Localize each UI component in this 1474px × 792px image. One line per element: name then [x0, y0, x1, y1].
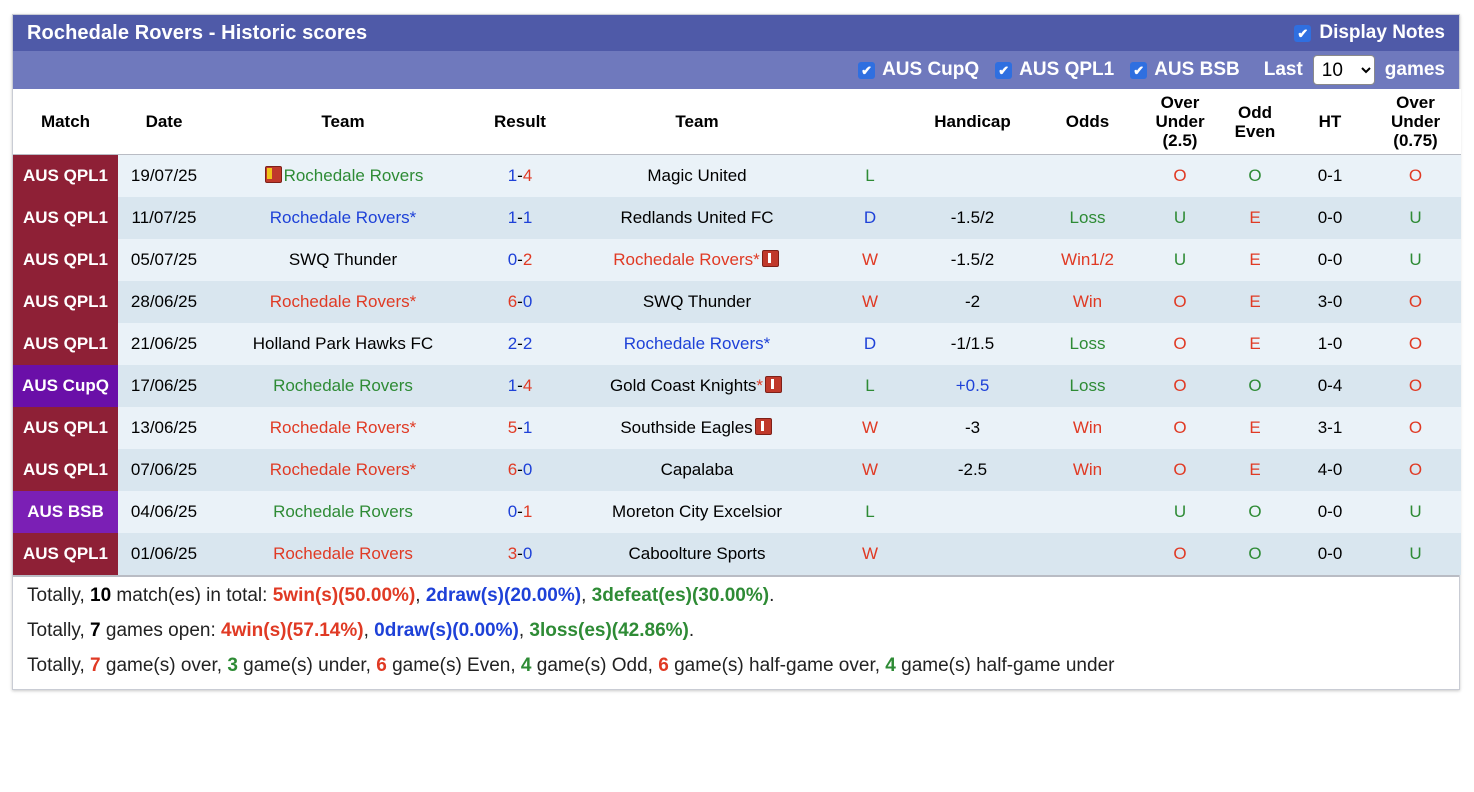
league-badge[interactable]: AUS QPL1 [13, 449, 118, 491]
odds-result: Win1/2 [1035, 239, 1140, 281]
away-team[interactable] [564, 197, 830, 239]
away-team[interactable] [564, 155, 830, 197]
half-time-score: 1-0 [1290, 323, 1370, 365]
handicap-value: +0.5 [910, 365, 1035, 407]
odd-even-value: O [1220, 533, 1290, 575]
win-draw-loss: L [830, 155, 910, 197]
half-time-score: 3-0 [1290, 281, 1370, 323]
league-badge[interactable]: AUS QPL1 [13, 407, 118, 449]
page-title: Rochedale Rovers - Historic scores [27, 21, 368, 44]
away-team-name: Caboolture Sports [628, 543, 766, 563]
away-team[interactable] [564, 407, 830, 449]
half-time-score: 0-1 [1290, 155, 1370, 197]
over-under-075-value: O [1370, 449, 1461, 491]
over-under-075-value: O [1370, 407, 1461, 449]
result-score: 1-1 [476, 197, 564, 239]
match-date: 07/06/25 [118, 449, 210, 491]
home-team-name: Rochedale Rovers [269, 207, 410, 227]
home-team-star: * [409, 207, 417, 227]
away-team[interactable] [564, 239, 830, 281]
over-under-25-value: U [1140, 239, 1220, 281]
filter-aus-qpl1-checkbox[interactable]: ✔ [995, 62, 1012, 79]
win-draw-loss: W [830, 281, 910, 323]
filter-aus-cupq-label: AUS CupQ [882, 59, 980, 80]
result-score: 1-4 [476, 155, 564, 197]
odd-even-value: E [1220, 197, 1290, 239]
away-team-name: Redlands United FC [620, 207, 774, 227]
summary-open-wins-pct: win(s)(57.14%) [231, 619, 364, 641]
over-under-25-value: O [1140, 407, 1220, 449]
odd-even-value: E [1220, 449, 1290, 491]
over-under-075-value: U [1370, 491, 1461, 533]
handicap-value [910, 155, 1035, 197]
league-filter-bar [13, 51, 1459, 89]
result-score: 2-2 [476, 323, 564, 365]
over-under-25-value: O [1140, 365, 1220, 407]
match-date: 05/07/25 [118, 239, 210, 281]
over-under-075-value: U [1370, 197, 1461, 239]
filter-aus-qpl1[interactable] [995, 59, 1114, 81]
col-over-under-075[interactable]: Over Under (0.75) [1370, 89, 1461, 155]
summary-odd: 4 [520, 654, 532, 676]
away-team-star: * [763, 333, 771, 353]
filter-aus-cupq[interactable] [858, 59, 979, 81]
half-time-score: 0-0 [1290, 197, 1370, 239]
col-handicap[interactable]: Handicap [910, 89, 1035, 155]
odd-even-value: E [1220, 407, 1290, 449]
home-team-name: SWQ Thunder [288, 249, 398, 269]
summary-draws-pct: draw(s)(20.00%) [436, 584, 582, 606]
away-team-name: SWQ Thunder [642, 291, 752, 311]
col-odds[interactable]: Odds [1035, 89, 1140, 155]
matches-table [13, 89, 1461, 575]
summary-section [13, 575, 1459, 689]
home-team-name: Rochedale Rovers [273, 543, 413, 563]
win-draw-loss: W [830, 449, 910, 491]
home-team[interactable] [210, 533, 476, 575]
handicap-value [910, 533, 1035, 575]
filter-aus-bsb-checkbox[interactable]: ✔ [1130, 62, 1147, 79]
odds-result: Loss [1035, 197, 1140, 239]
over-under-25-value: O [1140, 281, 1220, 323]
over-under-25-value: U [1140, 491, 1220, 533]
match-date: 21/06/25 [118, 323, 210, 365]
col-odd-even[interactable]: Odd Even [1220, 89, 1290, 155]
league-badge[interactable]: AUS QPL1 [13, 197, 118, 239]
odd-even-value: E [1220, 323, 1290, 365]
display-notes-toggle[interactable] [1294, 22, 1445, 44]
win-draw-loss: D [830, 197, 910, 239]
handicap-value: -1.5/2 [910, 197, 1035, 239]
league-badge[interactable]: AUS QPL1 [13, 155, 118, 197]
red-card-icon [765, 376, 782, 393]
home-team[interactable] [210, 323, 476, 365]
handicap-value: -2.5 [910, 449, 1035, 491]
handicap-value [910, 491, 1035, 533]
over-under-075-value: O [1370, 323, 1461, 365]
win-draw-loss: W [830, 407, 910, 449]
result-score: 0-2 [476, 239, 564, 281]
away-team[interactable] [564, 533, 830, 575]
summary-even: 6 [376, 654, 387, 676]
filter-aus-qpl1-label: AUS QPL1 [1019, 59, 1115, 80]
odd-even-value: O [1220, 155, 1290, 197]
match-date: 28/06/25 [118, 281, 210, 323]
over-under-075-value: O [1370, 281, 1461, 323]
summary-open-draws: 0 [374, 619, 385, 641]
summary-wins-pct: win(s)(50.00%) [283, 584, 416, 606]
away-team-name: Southside Eagles [620, 417, 753, 437]
over-under-25-value: U [1140, 197, 1220, 239]
win-draw-loss: L [830, 491, 910, 533]
over-under-25-value: O [1140, 449, 1220, 491]
home-team[interactable] [210, 491, 476, 533]
table-row[interactable] [13, 449, 1461, 491]
summary-half-over: 6 [658, 654, 669, 676]
league-badge[interactable]: AUS BSB [13, 491, 118, 533]
table-row[interactable] [13, 155, 1461, 197]
league-badge[interactable]: AUS QPL1 [13, 323, 118, 365]
home-team-star: * [409, 417, 417, 437]
odd-even-value: E [1220, 239, 1290, 281]
win-draw-loss: W [830, 239, 910, 281]
win-draw-loss: W [830, 533, 910, 575]
match-date: 17/06/25 [118, 365, 210, 407]
col-date[interactable]: Date [118, 89, 210, 155]
summary-line-2: Totally, 7 games open: 4win(s)(57.14%), 0draw(s)(0.00%), 3loss(es)(42.86%). [27, 619, 695, 641]
home-team-name: Rochedale Rovers [283, 165, 424, 185]
red-card-icon [755, 418, 772, 435]
odd-even-value: O [1220, 491, 1290, 533]
summary-half-under: 4 [885, 654, 896, 676]
away-team-name: Magic United [647, 165, 747, 185]
handicap-value: -2 [910, 281, 1035, 323]
col-home-team[interactable]: Team [210, 89, 476, 155]
odds-result [1035, 491, 1140, 533]
away-team-name: Rochedale Rovers [613, 249, 754, 269]
handicap-value: -3 [910, 407, 1035, 449]
filter-aus-cupq-checkbox[interactable]: ✔ [858, 62, 875, 79]
away-team-star: * [756, 375, 764, 395]
odd-even-value: E [1220, 281, 1290, 323]
table-row[interactable] [13, 239, 1461, 281]
col-away-team[interactable]: Team [564, 89, 830, 155]
summary-total-matches: 10 [90, 584, 112, 606]
away-team[interactable] [564, 491, 830, 533]
col-result[interactable]: Result [476, 89, 564, 155]
summary-line-3: Totally, 7 game(s) over, 3 game(s) under, 6 game(s) Even, 4 game(s) Odd, 6 game(s) half-game over, 4 game(s) half-game under [27, 654, 1115, 676]
home-team-name: Rochedale Rovers [269, 291, 410, 311]
home-team-name: Rochedale Rovers [269, 459, 410, 479]
filter-aus-bsb[interactable] [1130, 59, 1240, 81]
table-row[interactable] [13, 281, 1461, 323]
summary-defeats: 3 [591, 584, 603, 606]
home-team-name: Holland Park Hawks FC [252, 333, 434, 353]
result-score: 6-0 [476, 281, 564, 323]
summary-over: 7 [90, 654, 101, 676]
match-date: 01/06/25 [118, 533, 210, 575]
panel-header [13, 15, 1459, 51]
home-team-name: Rochedale Rovers [273, 501, 413, 521]
home-team[interactable] [210, 239, 476, 281]
half-time-score: 0-0 [1290, 491, 1370, 533]
over-under-25-value: O [1140, 323, 1220, 365]
home-team[interactable] [210, 197, 476, 239]
odds-result: Win [1035, 449, 1140, 491]
handicap-value: -1.5/2 [910, 239, 1035, 281]
col-match[interactable]: Match [13, 89, 118, 155]
summary-open-draws-pct: draw(s)(0.00%) [384, 619, 519, 641]
summary-open-losses: 3 [529, 619, 540, 641]
away-team[interactable] [564, 449, 830, 491]
odds-result: Loss [1035, 323, 1140, 365]
away-team[interactable] [564, 281, 830, 323]
half-time-score: 0-4 [1290, 365, 1370, 407]
over-under-25-value: O [1140, 155, 1220, 197]
handicap-value: -1/1.5 [910, 323, 1035, 365]
half-time-score: 4-0 [1290, 449, 1370, 491]
result-score: 3-0 [476, 533, 564, 575]
away-team-star: * [753, 249, 760, 269]
odd-even-value: O [1220, 365, 1290, 407]
odds-result: Win [1035, 407, 1140, 449]
last-label: Last [1263, 59, 1303, 80]
summary-open-wins: 4 [221, 619, 232, 641]
col-over-under-25[interactable]: Over Under (2.5) [1140, 89, 1220, 155]
summary-open-losses-pct: loss(es)(42.86%) [539, 619, 689, 641]
match-date: 04/06/25 [118, 491, 210, 533]
over-under-075-value: U [1370, 239, 1461, 281]
league-badge[interactable]: AUS QPL1 [13, 533, 118, 575]
win-draw-loss: L [830, 365, 910, 407]
result-score: 6-0 [476, 449, 564, 491]
home-team[interactable] [210, 407, 476, 449]
summary-draws: 2 [425, 584, 437, 606]
away-team-name: Capalaba [660, 459, 734, 479]
display-notes-label: Display Notes [1319, 22, 1445, 43]
win-draw-loss: D [830, 323, 910, 365]
away-team[interactable] [564, 323, 830, 365]
match-date: 19/07/25 [118, 155, 210, 197]
away-team-name: Gold Coast Knights [609, 375, 757, 395]
match-date: 11/07/25 [118, 197, 210, 239]
historic-scores-panel [12, 14, 1460, 690]
odds-result [1035, 533, 1140, 575]
over-under-075-value: O [1370, 155, 1461, 197]
odds-result [1035, 155, 1140, 197]
home-team[interactable] [210, 155, 476, 197]
home-team[interactable] [210, 281, 476, 323]
games-label: games [1384, 59, 1445, 80]
col-ht[interactable]: HT [1290, 89, 1370, 155]
matches-table-body [13, 155, 1461, 575]
result-score: 1-4 [476, 365, 564, 407]
result-score: 0-1 [476, 491, 564, 533]
display-notes-checkbox[interactable]: ✔ [1294, 25, 1311, 42]
table-row[interactable] [13, 365, 1461, 407]
red-card-icon [762, 250, 779, 267]
table-header-row [13, 89, 1461, 155]
table-row[interactable] [13, 533, 1461, 575]
table-row[interactable] [13, 407, 1461, 449]
games-count-select[interactable] [1313, 55, 1375, 85]
col-wdl [830, 89, 910, 155]
table-row[interactable] [13, 323, 1461, 365]
away-team[interactable] [564, 365, 830, 407]
summary-defeats-pct: defeat(es)(30.00%) [602, 584, 770, 606]
half-time-score: 0-0 [1290, 533, 1370, 575]
match-date: 13/06/25 [118, 407, 210, 449]
summary-under: 3 [227, 654, 238, 676]
filter-aus-bsb-label: AUS BSB [1154, 59, 1240, 80]
home-team[interactable] [210, 365, 476, 407]
home-team-star: * [409, 291, 417, 311]
table-row[interactable] [13, 491, 1461, 533]
summary-line-1: Totally, 10 match(es) in total: 5win(s)(50.00%), 2draw(s)(20.00%), 3defeat(es)(30.00%). [27, 584, 775, 606]
home-team-star: * [409, 459, 417, 479]
home-team-name: Rochedale Rovers [273, 375, 413, 395]
yellow-red-card-icon [265, 166, 282, 183]
half-time-score: 3-1 [1290, 407, 1370, 449]
odds-result: Win [1035, 281, 1140, 323]
away-team-name: Moreton City Excelsior [611, 501, 783, 521]
summary-open-total: 7 [90, 619, 101, 641]
half-time-score: 0-0 [1290, 239, 1370, 281]
over-under-25-value: O [1140, 533, 1220, 575]
home-team[interactable] [210, 449, 476, 491]
result-score: 5-1 [476, 407, 564, 449]
league-badge[interactable]: AUS QPL1 [13, 281, 118, 323]
summary-wins: 5 [272, 584, 284, 606]
over-under-075-value: O [1370, 365, 1461, 407]
away-team-name: Rochedale Rovers [623, 333, 764, 353]
table-row[interactable] [13, 197, 1461, 239]
league-badge[interactable]: AUS CupQ [13, 365, 118, 407]
odds-result: Loss [1035, 365, 1140, 407]
league-badge[interactable]: AUS QPL1 [13, 239, 118, 281]
over-under-075-value: U [1370, 533, 1461, 575]
home-team-name: Rochedale Rovers [269, 417, 410, 437]
